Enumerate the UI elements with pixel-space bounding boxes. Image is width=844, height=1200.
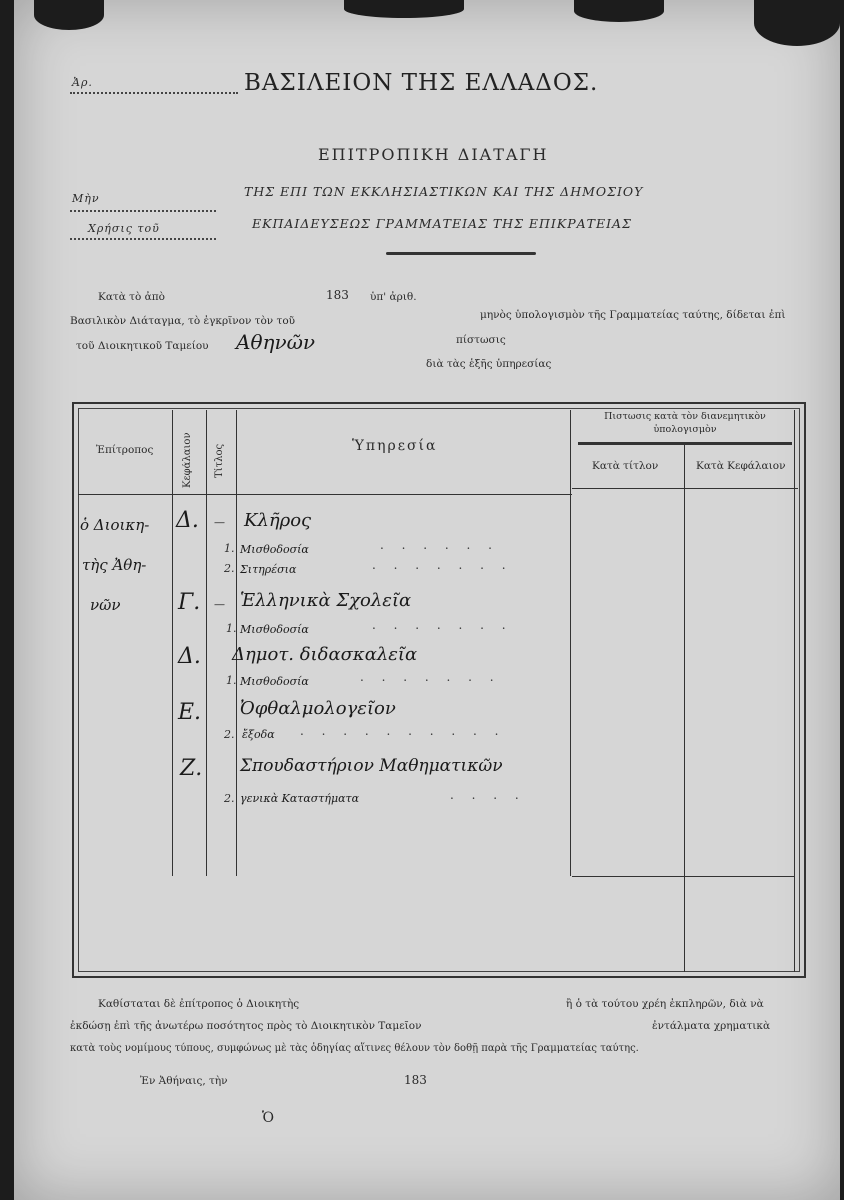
month-field-line — [70, 210, 216, 212]
row-service: Μισθοδοσία — [240, 543, 309, 556]
decree-line: Βασιλικὸν Διάταγμα, τὸ ἐγκρῖνον τὸν τοῦ — [70, 315, 296, 327]
row-title: 1. — [226, 622, 237, 635]
month-label: Μὴν — [72, 192, 100, 205]
row-dots: . . . . . . . — [372, 558, 513, 572]
year-label: Χρήσις τοῦ — [88, 222, 160, 235]
row-chapter: Ε. — [178, 700, 202, 725]
header-title: Τίτλος — [214, 443, 225, 478]
footer-line2-right: ἐντάλματα χρηματικὰ — [652, 1020, 771, 1032]
row-service: ἔξοδα — [242, 728, 275, 741]
signature-label: Ὁ — [262, 1110, 275, 1126]
row-chapter: Δ. — [178, 644, 201, 669]
row-dots: . . . . . . . — [360, 670, 501, 684]
row-service: Σιτηρέσια — [240, 563, 297, 576]
place-date: Ἐν Ἀθήναις, τὴν — [140, 1075, 228, 1087]
header-by-title: Κατὰ τίτλον — [592, 460, 659, 472]
col-line-title — [236, 410, 237, 876]
commissioner-hand-1: ὁ Διοικη- — [80, 516, 150, 534]
footer-year: 183 — [404, 1073, 427, 1087]
row-title: 1. — [226, 674, 237, 687]
order-title: ΕΠΙΤΡΟΠΙΚΗ ΔΙΑΤΑΓΗ — [318, 145, 549, 164]
col-line-by-title — [684, 444, 685, 972]
commissioner-hand-2: τὴς Ἀθη- — [82, 556, 147, 574]
budget-line: μηνὸς ὑπολογισμὸν τῆς Γραμματείας ταύτης, δίδεται ἐπὶ — [480, 309, 786, 321]
header-credits: Πιστωσις κατὰ τὸν διανεμητικὸν ὑπολογισμὸν — [604, 411, 766, 435]
row-service: Μισθοδοσία — [240, 675, 309, 688]
torn-edge — [344, 0, 464, 18]
ministry-line-2: ΕΚΠΑΙΔΕΥΣΕΩΣ ΓΡΑΜΜΑΤΕΙΑΣ ΤΗΣ ΕΠΙΚΡΑΤΕΙΑΣ — [252, 216, 632, 231]
kingdom-title: ΒΑΣΙΛΕΙΟΝ ΤΗΣ ΕΛΛΑΔΟΣ. — [244, 70, 599, 96]
torn-edge — [754, 0, 840, 46]
col-line-service — [570, 410, 571, 876]
row-title: — — [214, 516, 225, 529]
col-line-commissioner — [172, 410, 173, 876]
row-dots: . . . . . . . . . . — [300, 724, 506, 738]
row-title: 2. — [224, 562, 235, 575]
row-dots: . . . . . . — [380, 538, 499, 552]
footer-line3: κατὰ τοὺς νομίμους τύπους, συμφώνως μὲ τὰς ὁδηγίας αἵτινες θέλουν τὸν δοθῇ παρὰ τῆς Γραμματείας ταύτης. — [70, 1043, 639, 1054]
header-commissioner: Ἐπίτροπος — [96, 444, 154, 456]
number-field-line — [70, 92, 238, 94]
treasury-handwritten: Αθηνῶν — [236, 330, 316, 354]
row-chapter: Δ. — [176, 508, 199, 533]
row-service: Ἑλληνικὰ Σχολεῖα — [240, 590, 412, 611]
col-line-chapter — [206, 410, 207, 876]
row-title: — — [214, 598, 225, 611]
col-line-by-chapter — [794, 410, 795, 972]
credit-label: πίστωσις — [456, 334, 506, 346]
row-chapter: Ζ. — [180, 756, 203, 781]
table-inner-border — [78, 408, 800, 972]
services-line: διὰ τὰς ἑξῆς ὑπηρεσίας — [426, 358, 552, 370]
footer-line1-left: Καθίσταται δὲ ἐπίτροπος ὁ Διοικητὴς — [98, 998, 300, 1010]
decree-number-label: ὑπ' ἀριθ. — [370, 291, 417, 303]
decree-year-prefix: 183 — [326, 288, 349, 302]
row-service: Δημοτ. διδασκαλεῖα — [232, 644, 418, 665]
row-dots: . . . . — [450, 788, 526, 802]
row-chapter: Γ. — [178, 590, 201, 615]
credits-subheader-line — [578, 442, 792, 445]
header-divider-left — [78, 494, 572, 495]
row-dots: . . . . . . . — [372, 618, 513, 632]
row-service: Ὀφθαλμολογεῖον — [240, 698, 396, 719]
number-label: Ἀρ. — [72, 76, 93, 89]
row-title: 2. — [224, 728, 235, 741]
row-service: Μισθοδοσία — [240, 623, 309, 636]
commissioner-hand-3: νῶν — [90, 596, 121, 614]
footer-line2-left: ἐκδώσῃ ἐπὶ τῆς ἀνωτέρω ποσότητος πρὸς τὸ Διοικητικὸν Ταμεῖον — [70, 1020, 422, 1032]
header-rule — [386, 252, 536, 255]
year-field-line — [70, 238, 216, 240]
row-service: γενικὰ Καταστήματα — [240, 792, 360, 805]
total-line — [572, 876, 794, 877]
header-service: Ὑπηρεσία — [352, 438, 438, 454]
header-chapter: Κεφάλαιον — [182, 432, 193, 488]
header-divider-right — [572, 488, 798, 489]
ministry-line-1: ΤΗΣ ΕΠΙ ΤΩΝ ΕΚΚΛΗΣΙΑΣΤΙΚΩΝ ΚΑΙ ΤΗΣ ΔΗΜΟΣΙΟΥ — [244, 184, 644, 199]
kata-apo-text: Κατὰ τὸ ἀπὸ — [98, 291, 165, 303]
row-title: 1. — [224, 542, 235, 555]
torn-edge — [34, 0, 104, 30]
header-by-chapter: Κατὰ Κεφάλαιον — [696, 460, 786, 472]
row-service: Σπουδαστήριον Μαθηματικῶν — [240, 756, 503, 776]
row-title: 2. — [224, 792, 235, 805]
torn-edge — [574, 0, 664, 22]
row-service: Κλῆρος — [244, 510, 312, 531]
treasury-line: τοῦ Διοικητικοῦ Ταμείου — [76, 340, 209, 352]
footer-line1-right: ἢ ὁ τὰ τούτου χρέη ἐκπληρῶν, διὰ νὰ — [566, 998, 764, 1010]
